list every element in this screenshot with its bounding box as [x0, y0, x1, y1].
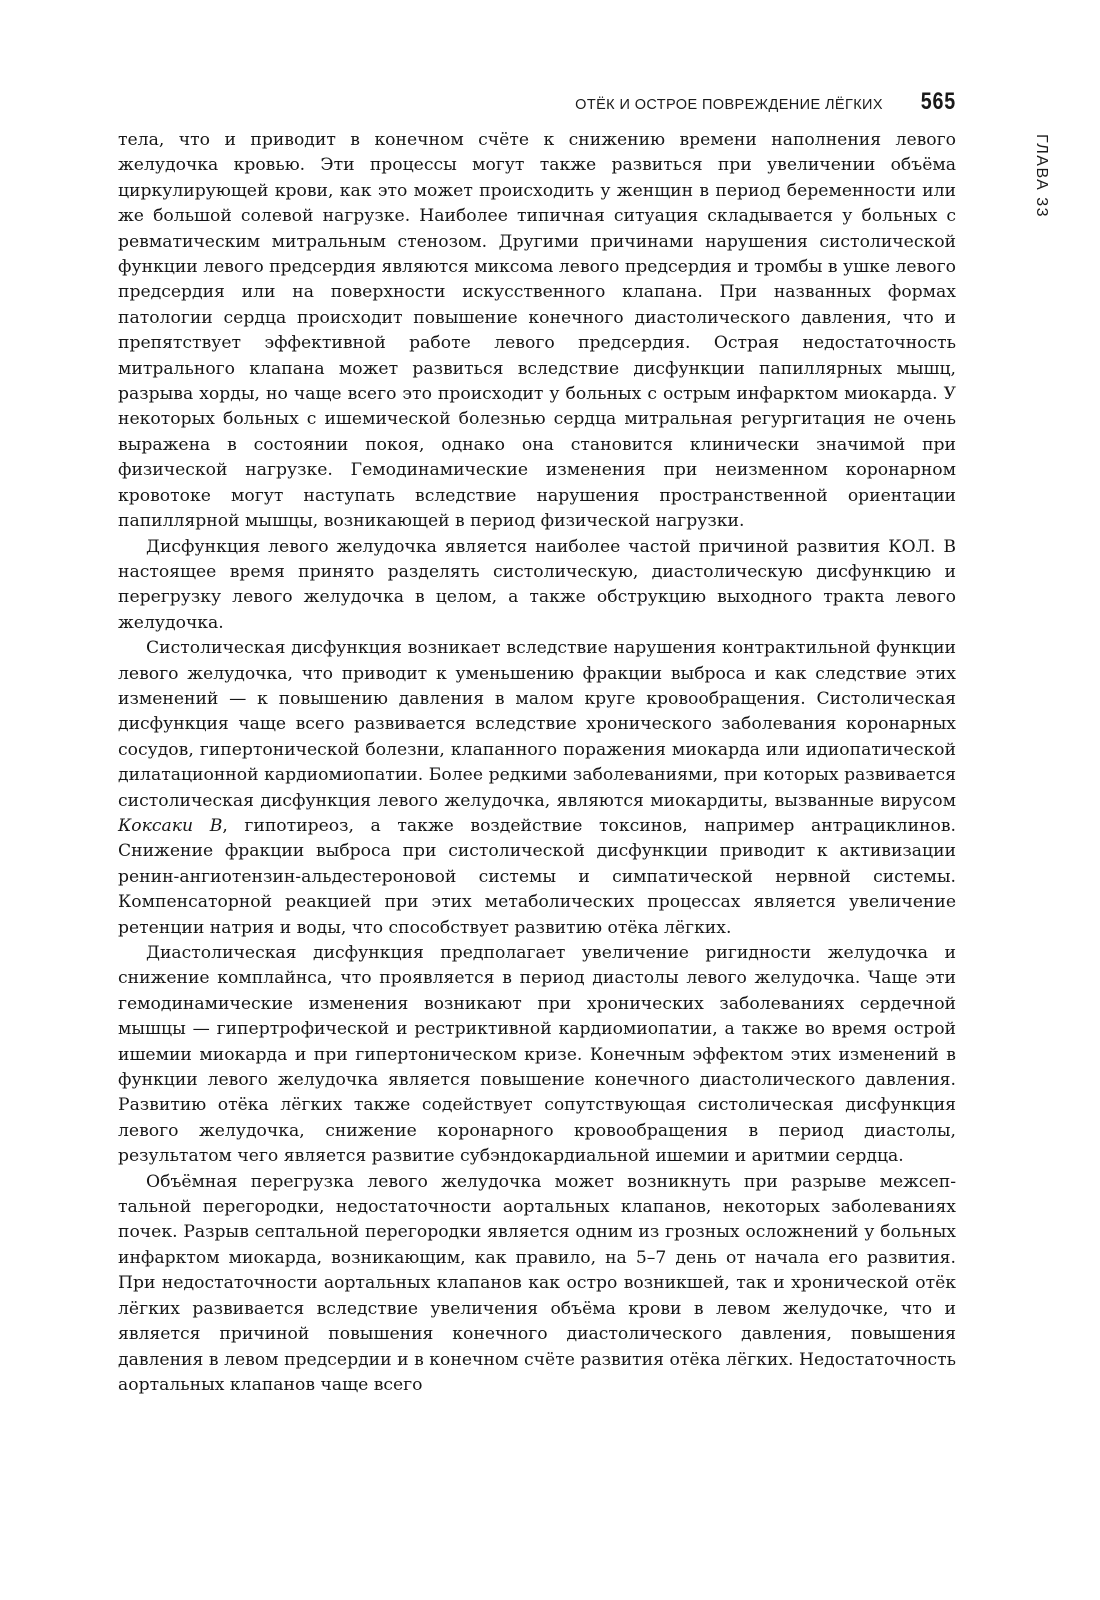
body-text [118, 128, 956, 1398]
running-header [118, 88, 956, 122]
chapter-side-tab: ГЛАВА 33 [1033, 134, 1050, 218]
running-title: ОТЁК И ОСТРОЕ ПОВРЕЖДЕНИЕ ЛЁГКИХ [575, 97, 883, 113]
paragraph-text: , гипотиреоз, а также воздействие токсинов, например антрациклинов. Снижение фракции выброса при систолической дисфункции приводит к активизации ренин-ангиотензин-альдестероновой системы и симпатической нервной системы. Компенсаторной реакцией при этих метаболических процессах является увеличение ретенции натрия и воды, что способствует развитию отёка лёгких. [118, 815, 956, 938]
paragraph [118, 636, 956, 941]
paragraph-text: Систолическая дисфункция возникает вследствие нарушения контрактильной функции левого желудочка, что приводит к уменьшению фракции выброса и как следствие этих изменений — к повышению давления в малом круге кровообращения. Систолическая дисфункция чаще всего развивается вследствие хронического заболевания коронарных сосудов, гипертонической болезни, клапанного поражения миокарда или идиопатической дилатационной кардиомиопатии. Более редкими заболеваниями, при которых развивается систолическая дисфункция левого желудочка, являются миокардиты, вызванные вирусом [118, 638, 956, 811]
italic-term: Коксаки В [118, 815, 223, 836]
paragraph: Дисфункция левого желудочка является наиболее частой причиной развития КОЛ. В настоящее время принято разделять систолическую, диастолическую дисфункцию и перегрузку левого желудочка в целом, а также обструкцию выходного тракта левого желудочка. [118, 536, 956, 633]
paragraph: Диастолическая дисфункция предполагает увеличение ригидности желудочка и снижение комплайнса, что проявляется в период диастолы левого желудочка. Чаще эти гемодинамические изменения возникают при хронических заболеваниях сердечной мышцы — гипертрофической и рестриктивной кардиомиопатии, а также во время острой ишемии миокарда и при гипертоническом кризе. Конечным эффектом этих изменений в функции левого желудочка является повышение конечного диастолического давления. Развитию отёка лёгких также содействует сопутствующая систолическая дисфункция левого желудочка, снижение коронарного кровообращения в период диастолы, результатом чего является развитие субэндокардиальной ишемии и аритмии сердца. [118, 943, 956, 1167]
paragraph: тела, что и приводит в конечном счёте к снижению времени наполнения левого желудочка кровью. Эти процессы могут также развиться при увеличении объёма циркулирующей крови, как это может происходить у женщин в период беременности или же большой солевой нагрузке. Наиболее типичная ситуация складывается у больных с ревматическим митральным стенозом. Другими причинами нарушения систолической функции левого предсердия являются миксома левого предсердия и тромбы в ушке левого предсердия или на поверхности искусственного клапана. При названных формах патологии сердца происходит повышение конечного диастолического давления, что и препятствует эффективной работе левого предсердия. Острая недостаточность митрального клапана может развиться вследствие дисфункции папиллярных мышц, разрыва хорды, но чаще всего это происходит у больных с острым инфарктом миокарда. У некоторых больных с ишемической болезнью сердца митральная регургитация не очень выражена в состоянии покоя, однако она становится клинически значимой при физической нагрузке. Гемодинамические изменения при неизменном коронарном кровотоке могут наступать вследствие нарушения пространственной ориентации папиллярной мышцы, возникающей в период физической нагрузки. [118, 130, 956, 532]
paragraph: Объёмная перегрузка левого желудочка может возникнуть при разрыве межсептальной перегородки, недостаточности аортальных клапанов, некоторых заболеваниях почек. Разрыв септальной перегородки является одним из грозных осложнений у больных инфарктом миокарда, возникающим, как правило, на 5–7 день от начала его развития. При недостаточности аортальных клапанов как остро возникшей, так и хронической отёк лёгких развивается вследствие увеличения объёма крови в левом желудочке, что и является причиной повышения конечного диастолического давления, повышения давления в левом предсердии и в конечном счёте развития отёка лёгких. Недостаточность аортальных клапанов чаще всего [118, 1171, 956, 1395]
page-number: 565 [920, 88, 956, 115]
